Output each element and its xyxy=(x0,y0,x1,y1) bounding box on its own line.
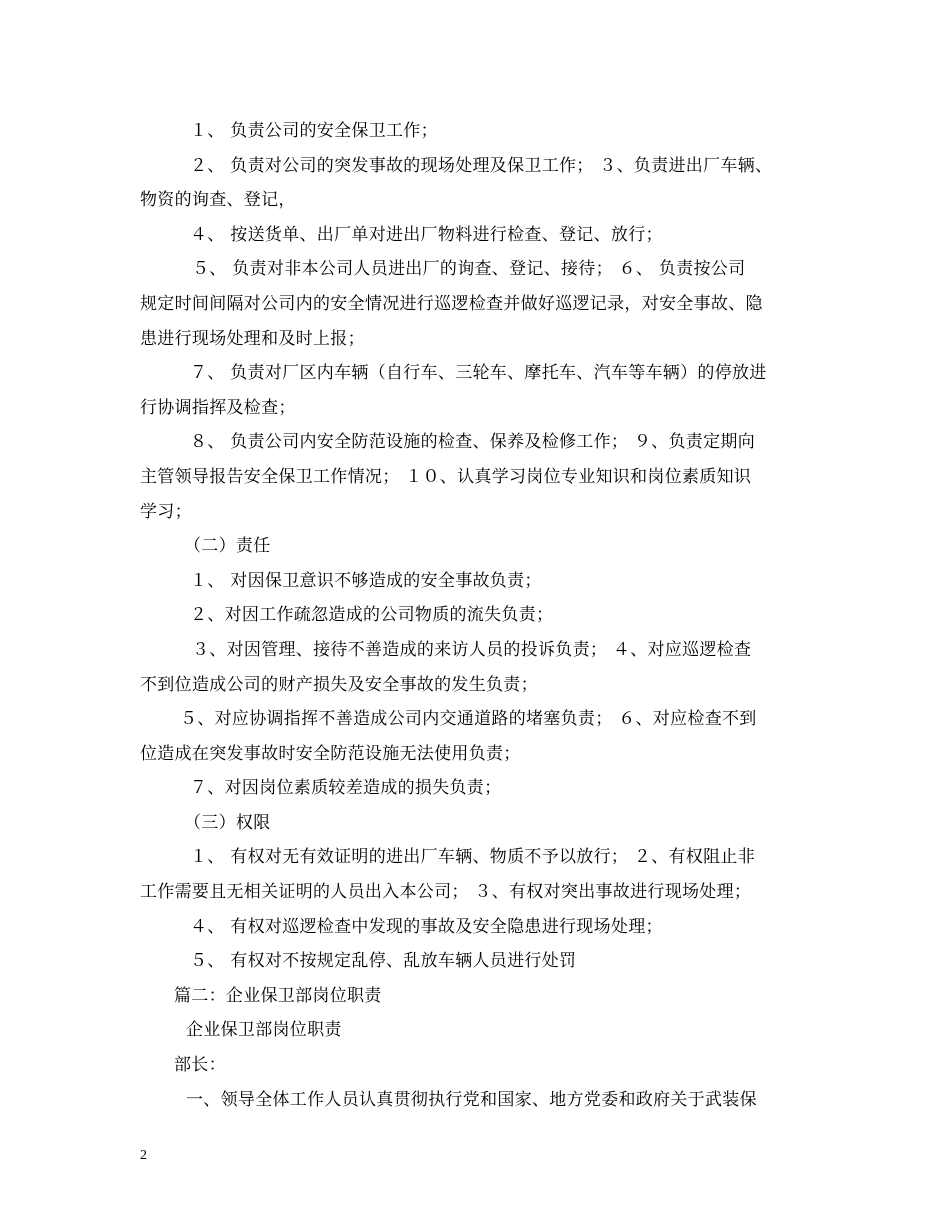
text-line: ５、 有权对不按规定乱停、乱放车辆人员进行处罚 xyxy=(190,951,577,972)
text-line: 主管领导报告安全保卫工作情况； １０、认真学习岗位专业知识和岗位素质知识 xyxy=(140,466,752,487)
text-line: １、 负责公司的安全保卫工作； xyxy=(190,121,438,141)
text-line: ２、对因工作疏忽造成的公司物质的流失负责； xyxy=(190,605,554,626)
text-line: 企业保卫部岗位职责 xyxy=(186,1020,342,1041)
text-line: 篇二：企业保卫部岗位职责 xyxy=(174,985,382,1006)
text-line: ３、对因管理、接待不善造成的来访人员的投诉负责； ４、对应巡逻检查 xyxy=(192,639,752,660)
text-line: 部长： xyxy=(174,1055,226,1076)
text-line: ５、对应协调指挥不善造成公司内交通道路的堵塞负责； ６、对应检查不到 xyxy=(180,709,757,730)
text-line: （三）权限 xyxy=(184,812,271,833)
page-number: 2 xyxy=(140,1148,147,1163)
text-line: 规定时间间隔对公司内的安全情况进行巡逻检查并做好巡逻记录，对安全事故、隐 xyxy=(140,293,763,314)
text-line: ５、 负责对非本公司人员进出厂的询查、登记、接待； ６、 负责按公司 xyxy=(192,259,746,280)
text-line: ２、 负责对公司的突发事故的现场处理及保卫工作； ３、负责进出厂车辆、 xyxy=(190,155,773,176)
text-line: 不到位造成公司的财产损失及安全事故的发生负责； xyxy=(140,674,538,695)
document-body xyxy=(140,114,820,1117)
text-line: 学习； xyxy=(140,501,192,522)
text-line: 工作需要且无相关证明的人员出入本公司； ３、有权对突出事故进行现场处理； xyxy=(140,882,752,903)
text-line: １、 对因保卫意识不够造成的安全事故负责； xyxy=(190,570,542,591)
text-line: １、 有权对无有效证明的进出厂车辆、物质不予以放行； ２、有权阻止非 xyxy=(190,847,756,868)
text-line: 位造成在突发事故时安全防范设施无法使用负责； xyxy=(140,743,521,764)
text-line: ４、 有权对巡逻检查中发现的事故及安全隐患进行现场处理； xyxy=(190,916,663,937)
text-line: 物资的询查、登记， xyxy=(140,190,296,211)
text-line: 行协调指挥及检查； xyxy=(140,397,296,418)
text-line: 一、领导全体工作人员认真贯彻执行党和国家、地方党委和政府关于武装保 xyxy=(186,1089,757,1110)
text-line: （二）责任 xyxy=(184,536,271,557)
text-line: 患进行现场处理和及时上报； xyxy=(140,328,365,349)
text-line: ４、 按送货单、出厂单对进出厂物料进行检查、登记、放行； xyxy=(190,224,663,245)
text-line: ７、对因岗位素质较差造成的损失负责； xyxy=(190,778,502,799)
text-line: ７、 负责对厂区内车辆（自行车、三轮车、摩托车、汽车等车辆）的停放进 xyxy=(190,363,767,384)
text-line: ８、 负责公司内安全防范设施的检查、保养及检修工作； ９、负责定期向 xyxy=(190,432,756,453)
